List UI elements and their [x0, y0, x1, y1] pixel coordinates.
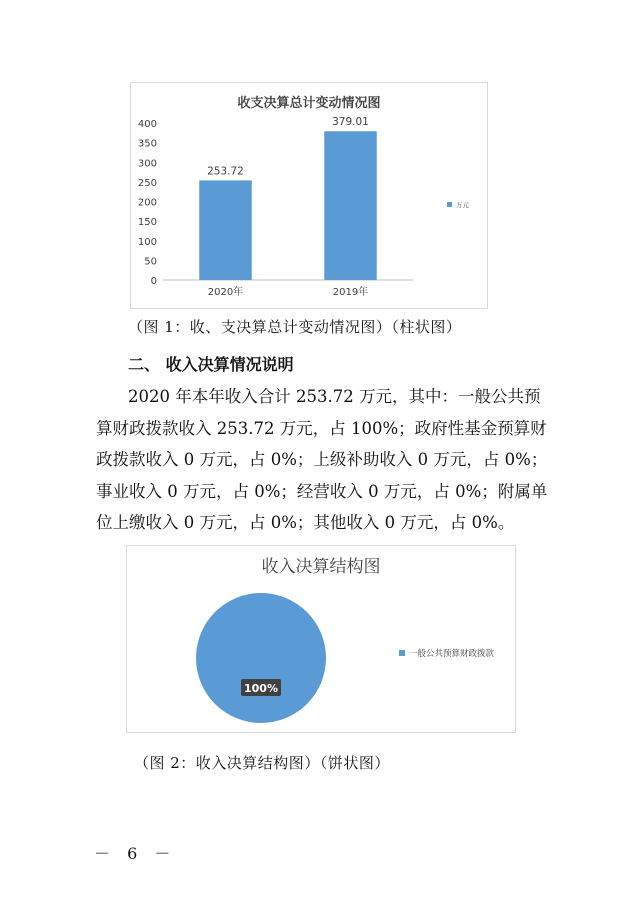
paragraph-line: 2020 年本年收入合计 253.72 万元，其中：一般公共预 — [128, 387, 541, 406]
paragraph-line: 政拨款收入 0 万元，占 0%；上级补助收入 0 万元，占 0%； — [96, 450, 548, 469]
pie-slice — [196, 593, 326, 723]
legend-swatch — [447, 202, 452, 207]
bar-data-label: 379.01 — [332, 116, 369, 129]
bar-chart-svg — [131, 83, 487, 308]
x-tick-label: 2019年 — [332, 287, 369, 298]
figure1-caption: （图 1：收、支决算总计变动情况图）（柱状图） — [128, 318, 462, 336]
pie-chart — [126, 545, 516, 733]
pie-data-label: 100% — [244, 682, 278, 695]
section2-heading: 二、 收入决算情况说明 — [128, 355, 294, 374]
figure2-caption: （图 2：收入决算结构图）（饼状图） — [134, 754, 390, 772]
y-tick-label: 300 — [137, 158, 157, 170]
y-tick-label: 350 — [137, 138, 157, 150]
bar-data-label: 253.72 — [207, 165, 244, 178]
bar-chart — [130, 82, 488, 309]
legend-swatch — [399, 650, 405, 656]
x-tick-label: 2020年 — [207, 287, 244, 298]
paragraph-line: 位上缴收入 0 万元，占 0%；其他收入 0 万元，占 0%。 — [96, 513, 515, 532]
y-tick-label: 150 — [137, 217, 157, 229]
y-tick-label: 400 — [137, 119, 157, 130]
y-tick-label: 250 — [137, 177, 157, 189]
bar — [199, 180, 252, 280]
paragraph-line: 算财政拨款收入 253.72 万元，占 100%；政府性基金预算财 — [96, 418, 547, 438]
legend-label: 一般公共预算财政拨款 — [409, 649, 495, 659]
y-tick-label: 200 — [137, 197, 157, 209]
page-number: － 6 － — [94, 844, 177, 863]
bar — [324, 131, 377, 280]
legend-label: 万元 — [456, 201, 469, 209]
income-paragraph — [96, 381, 556, 539]
y-tick-label: 0 — [150, 276, 157, 287]
pie-chart-svg — [127, 546, 515, 732]
y-tick-label: 100 — [137, 236, 157, 248]
pie-chart-title: 收入决算结构图 — [261, 557, 381, 577]
y-tick-label: 50 — [144, 256, 157, 268]
bar-chart-title: 收支决算总计变动情况图 — [237, 96, 381, 111]
paragraph-line: 事业收入 0 万元，占 0%；经营收入 0 万元，占 0%；附属单 — [96, 481, 548, 501]
